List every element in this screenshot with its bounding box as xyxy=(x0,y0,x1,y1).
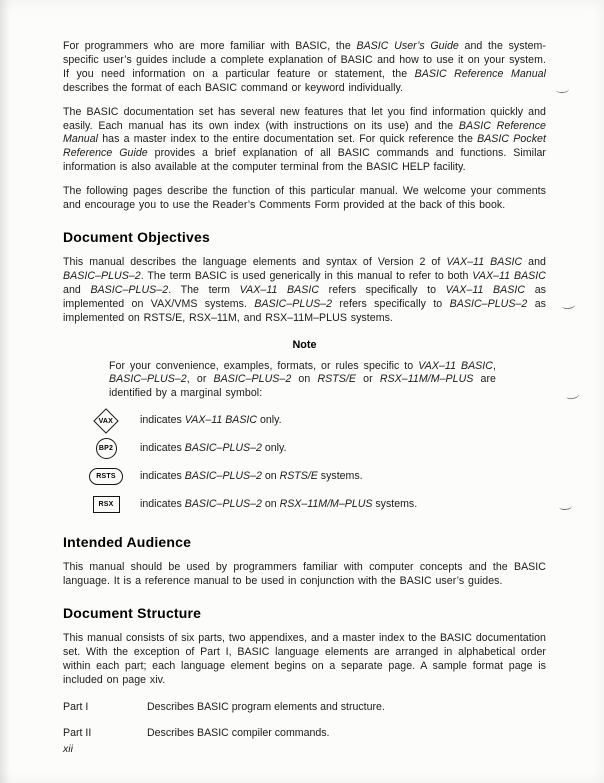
document-objectives-heading: Document Objectives xyxy=(63,228,210,245)
scan-edge-shading xyxy=(0,0,10,783)
symbol-row xyxy=(81,463,546,490)
marginal-symbol-icon xyxy=(96,438,117,459)
margin-pen-mark xyxy=(562,301,576,309)
symbol-description: indicates BASIC–PLUS–2 on RSTS/E systems. xyxy=(140,470,363,483)
note-heading: Note xyxy=(292,338,317,351)
symbol-shape-cell xyxy=(81,468,131,485)
symbol-shape-label: VAX xyxy=(98,417,114,425)
part-row xyxy=(63,727,546,741)
part-label: Part I xyxy=(63,700,89,713)
margin-pen-mark xyxy=(565,391,579,400)
margin-pen-mark xyxy=(556,86,569,94)
part-description: Describes BASIC program elements and structure. xyxy=(147,700,385,713)
symbol-shape-cell xyxy=(81,496,131,513)
parts-list xyxy=(63,701,546,741)
objectives-paragraph: This manual describes the language elements and syntax of Version 2 of VAX–11 BASIC and BASIC–PLUS–2. The term BASIC is used generically in this manual to refer to both VAX–11 BASIC and BASIC–PLUS–2. The term VAX–11 BASIC refers specifically to VAX–11 BASIC as implemented on VAX/VMS systems. BASIC–PLUS–2 refers specifically to BASIC–PLUS–2 as implemented on RSTS/E, RSX–11M, and RSX–11M–PLUS systems. xyxy=(63,255,546,324)
part-row xyxy=(63,701,546,715)
document-structure-heading: Document Structure xyxy=(63,605,202,622)
symbol-description: indicates VAX–11 BASIC only. xyxy=(140,414,282,427)
audience-paragraph: This manual should be used by programmers familiar with computer concepts and the BASIC language. It is a reference manual to be used in conjunction with the BASIC user’s guides. xyxy=(63,561,546,588)
symbol-row xyxy=(81,435,546,462)
page-content xyxy=(63,40,546,752)
part-label: Part II xyxy=(63,726,92,739)
intro-paragraph-2: The BASIC documentation set has several new features that let you find information quickly and easily. Each manual has its own index (with instructions on its use) and the BASIC Reference Manual has a master index to the entire documentation set. For quick reference the BASIC Pocket Reference Guide provides a brief explanation of all BASIC commands and functions. Similar information is also available at the computer terminal from the BASIC HELP facility. xyxy=(63,105,546,174)
intended-audience-heading: Intended Audience xyxy=(63,534,192,551)
part-description: Describes BASIC compiler commands. xyxy=(147,726,330,739)
margin-pen-mark xyxy=(559,502,573,510)
symbol-list xyxy=(63,407,546,518)
symbol-row xyxy=(81,407,546,434)
symbol-description: indicates BASIC–PLUS–2 on RSX–11M/M–PLUS systems. xyxy=(140,498,418,511)
page-number: xii xyxy=(63,743,73,755)
symbol-shape-cell xyxy=(81,412,131,430)
intro-paragraph-3: The following pages describe the function of this particular manual. We welcome your comments and encourage you to use the Reader’s Comments Form provided at the back of this book. xyxy=(63,185,546,212)
marginal-symbol-icon xyxy=(89,468,122,485)
symbol-shape-cell xyxy=(81,438,131,459)
marginal-symbol-icon xyxy=(93,408,118,433)
symbol-shape-label: RSTS xyxy=(96,473,116,481)
symbol-row xyxy=(81,491,546,518)
note-body: For your convenience, examples, formats, or rules specific to VAX–11 BASIC, BASIC–PLUS–2, or BASIC–PLUS–2 on RSTS/E or RSX–11M/M–PLUS are identified by a marginal symbol: xyxy=(109,359,496,400)
symbol-shape-label: RSX xyxy=(98,501,114,509)
marginal-symbol-icon xyxy=(93,496,120,513)
symbol-description: indicates BASIC–PLUS–2 only. xyxy=(140,442,287,455)
structure-paragraph: This manual consists of six parts, two appendixes, and a master index to the BASIC documentation set. With the exception of Part I, BASIC language elements are arranged in alphabetical order within each part; each language element begins on a separate page. A sample format page is included on page xiv. xyxy=(63,632,546,686)
intro-paragraph-1: For programmers who are more familiar with BASIC, the BASIC User’s Guide and the system-specific user’s guides include a complete explanation of BASIC and how to use it on your system. If you need information on a particular feature or statement, the BASIC Reference Manual describes the format of each BASIC command or keyword individually. xyxy=(63,40,547,94)
symbol-shape-label: BP2 xyxy=(98,445,114,453)
